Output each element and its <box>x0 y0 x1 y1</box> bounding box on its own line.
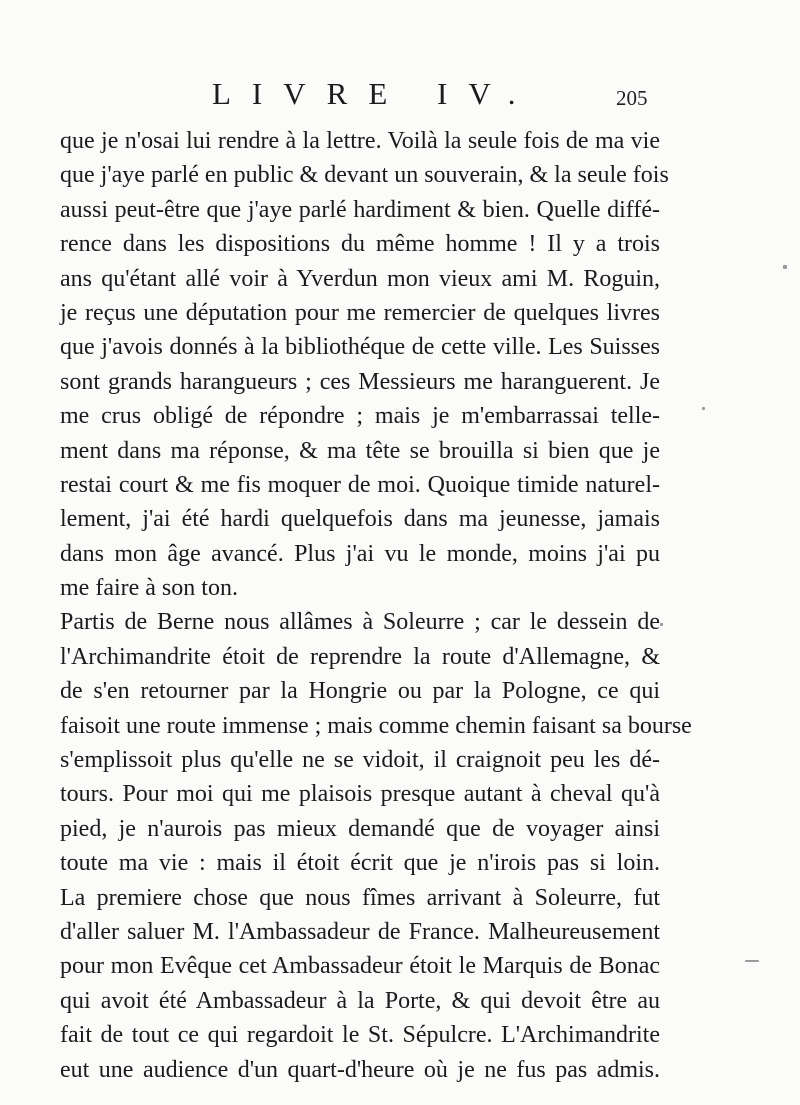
text-line: faisoit une route immense ; mais comme chemin faisant sa bourse <box>60 712 692 739</box>
text-line: s'emplissoit plus qu'elle ne se vidoit, il craignoit peu les dé- <box>60 747 660 774</box>
text-line: rence dans les dispositions du même homme ! Il y a trois <box>60 231 660 258</box>
text-line: aussi peut-être que j'aye parlé hardiment & bien. Quelle diffé- <box>60 196 660 223</box>
paragraph-end-line: toute ma vie : mais il étoit écrit que je n'irois pas si loin. <box>60 850 660 877</box>
paragraph-end-line: me faire à son ton. <box>60 575 238 602</box>
paragraph-start-line: Partis de Berne nous allâmes à Soleurre ; car le dessein de <box>60 609 660 636</box>
text-line: pour mon Evêque cet Ambassadeur étoit le Marquis de Bonac <box>60 953 660 980</box>
text-line: restai court & me fis moquer de moi. Quoique timide naturel- <box>60 471 660 498</box>
text-line: ans qu'étant allé voir à Yverdun mon vieux ami M. Roguin, <box>60 265 660 292</box>
text-line: je reçus une députation pour me remercier de quelques livres <box>60 299 660 326</box>
running-head <box>0 76 800 116</box>
text-line: ment dans ma réponse, & ma tête se brouilla si bien que je <box>60 437 660 464</box>
text-line: lement, j'ai été hardi quelquefois dans ma jeunesse, jamais <box>60 506 660 533</box>
page-number: 205 <box>616 86 648 110</box>
text-line: tours. Pour moi qui me plaisois presque autant à cheval qu'à <box>60 781 660 808</box>
text-line: dans mon âge avancé. Plus j'ai vu le monde, moins j'ai pu <box>60 540 660 567</box>
text-line: que j'aye parlé en public & devant un souverain, & la seule fois <box>60 162 669 189</box>
paper-speck <box>702 407 705 410</box>
running-title: LIVRE IV. <box>212 76 537 111</box>
text-line: sont grands harangueurs ; ces Messieurs me haranguerent. Je <box>60 368 660 395</box>
body-text <box>60 124 692 1087</box>
paragraph-start-line: La premiere chose que nous fîmes arrivant à Soleurre, fut <box>60 884 660 911</box>
paper-speck <box>660 623 663 626</box>
text-line: me crus obligé de répondre ; mais je m'embarrassai telle- <box>60 403 660 430</box>
text-line: pied, je n'aurois pas mieux demandé que de voyager ainsi <box>60 815 660 842</box>
text-line: de s'en retourner par la Hongrie ou par la Pologne, ce qui <box>60 678 660 705</box>
text-line: qui avoit été Ambassadeur à la Porte, & qui devoit être au <box>60 987 660 1014</box>
text-line: fait de tout ce qui regardoit le St. Sépulcre. L'Archimandrite <box>60 1022 660 1049</box>
text-line: l'Archimandrite étoit de reprendre la route d'Allemagne, & <box>60 643 660 670</box>
text-line: que je n'osai lui rendre à la lettre. Voilà la seule fois de ma vie <box>60 128 660 154</box>
text-line: que j'avois donnés à la bibliothéque de cette ville. Les Suisses <box>60 334 660 361</box>
paper-speck <box>745 960 759 962</box>
text-line: eut une audience d'un quart-d'heure où je ne fus pas admis. <box>60 1056 660 1083</box>
paper-speck <box>783 265 787 269</box>
text-line: d'aller saluer M. l'Ambassadeur de France. Malheureusement <box>60 918 660 945</box>
